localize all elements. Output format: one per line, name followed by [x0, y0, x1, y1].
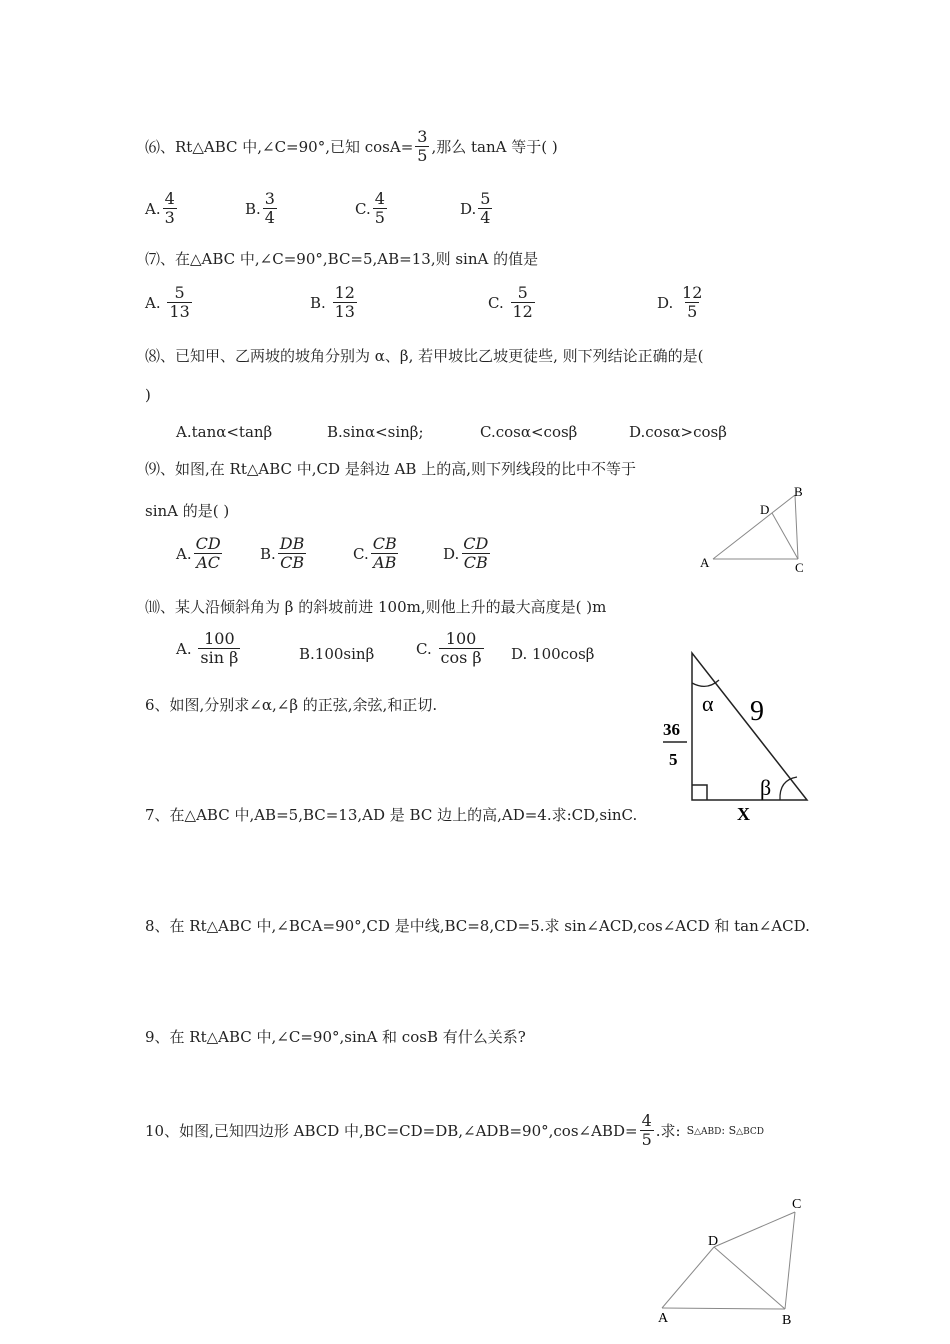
- p10-suffix: .求:: [655, 1122, 681, 1141]
- q7-options: [145, 284, 715, 332]
- q9-stem-line2: sinA 的是( ): [145, 502, 230, 520]
- p6-hypotenuse-label: 9: [750, 696, 764, 727]
- q10-option-a[interactable]: A. $\frac{100}{\text{sin β}}$: [176, 629, 239, 668]
- p10-label-c: C: [792, 1197, 802, 1212]
- p9-text: 9、在 Rt△ABC 中,∠C=90°,sinA 和 cosB 有什么关系?: [145, 1028, 526, 1046]
- p6-text: 6、如图,分别求∠α,∠β 的正弦,余弦,和正切.: [145, 696, 438, 714]
- q9-stem-line1: ⑼、如图,在 Rt△ABC 中,CD 是斜边 AB 上的高,则下列线段的比中不等于: [145, 460, 636, 478]
- p6-triangle-figure: [655, 645, 815, 825]
- q6-option-b[interactable]: B. $\frac{3}{4}$: [245, 189, 275, 228]
- q7-option-d[interactable]: D. $\frac{12}{5}$: [657, 283, 703, 322]
- q8-stem: ⑻、已知甲、乙两坡的坡角分别为 α、β, 若甲坡比乙坡更徒些, 则下列结论正确的是(: [145, 347, 704, 365]
- q9-label-c: C: [795, 560, 804, 575]
- p10-fraction: $\frac{4}{5}$: [641, 1111, 652, 1150]
- q9-option-a[interactable]: A. $\frac{CD}{AC}$: [176, 534, 221, 573]
- q9-options: [176, 535, 506, 583]
- q10-option-d[interactable]: D. 100cosβ: [511, 645, 595, 663]
- p6-beta-label: β: [760, 775, 772, 800]
- q9-option-b[interactable]: B. $\frac{DB}{CB}$: [260, 534, 305, 573]
- p10-prefix: 10、如图,已知四边形 ABCD 中,BC=CD=DB,∠ADB=90°,cos∠ABD=: [145, 1122, 638, 1141]
- p10-stem: [145, 1112, 764, 1150]
- q6-option-d[interactable]: D. $\frac{5}{4}$: [460, 189, 491, 228]
- q6-options: [145, 190, 565, 238]
- p6-base-label: X: [737, 804, 750, 824]
- p8-text: 8、在 Rt△ABC 中,∠BCA=90°,CD 是中线,BC=8,CD=5.求 sin∠ACD,cos∠ACD 和 tan∠ACD.: [145, 917, 810, 935]
- p6-alpha-label: α: [702, 691, 714, 716]
- q6-option-a[interactable]: A. $\frac{4}{3}$: [145, 189, 175, 228]
- q9-label-a: A: [700, 555, 710, 570]
- q6-prefix: ⑹、Rt△ABC 中,∠C=90°,已知 cosA=: [145, 138, 414, 157]
- q6-option-c[interactable]: C. $\frac{4}{5}$: [355, 189, 385, 228]
- q9-triangle-figure: [695, 482, 815, 577]
- q8-option-c[interactable]: C.cosα<cosβ: [480, 423, 578, 441]
- p10-label-d: D: [708, 1234, 719, 1249]
- q7-stem: ⑺、在△ABC 中,∠C=90°,BC=5,AB=13,则 sinA 的值是: [145, 250, 539, 268]
- p10-area-ratio: S△ABD: S△BCD: [686, 1124, 764, 1138]
- p10-quadrilateral-figure: [650, 1190, 810, 1330]
- q8-option-b[interactable]: B.sinα<sinβ;: [327, 423, 424, 441]
- p6-leg-numerator: 36: [663, 720, 680, 739]
- q10-stem: ⑽、某人沿倾斜角为 β 的斜坡前进 100m,则他上升的最大高度是( )m: [145, 598, 607, 616]
- p10-label-b: B: [782, 1313, 792, 1328]
- q10-options: [176, 630, 616, 680]
- q6-stem: [145, 128, 558, 166]
- p7-text: 7、在△ABC 中,AB=5,BC=13,AD 是 BC 边上的高,AD=4.求:CD,sinC.: [145, 806, 638, 824]
- q9-option-d[interactable]: D. $\frac{CD}{CB}$: [443, 534, 489, 573]
- q7-option-c[interactable]: C. $\frac{5}{12}$: [488, 283, 533, 322]
- q8-option-d[interactable]: D.cosα>cosβ: [629, 423, 727, 441]
- q8-stem-cont: ): [145, 386, 151, 404]
- q10-option-b[interactable]: B.100sinβ: [299, 645, 375, 663]
- q6-fraction: $\frac{3}{5}$: [417, 127, 428, 166]
- q8-option-a[interactable]: A.tanα<tanβ: [176, 423, 273, 441]
- q6-suffix: ,那么 tanA 等于( ): [431, 138, 558, 157]
- q9-label-b: B: [794, 484, 803, 499]
- p10-label-a: A: [658, 1311, 669, 1326]
- q7-option-a[interactable]: A. $\frac{5}{13}$: [145, 283, 190, 322]
- q9-label-d: D: [760, 502, 770, 517]
- p6-leg-denominator: 5: [669, 750, 678, 769]
- q7-option-b[interactable]: B. $\frac{12}{13}$: [310, 283, 355, 322]
- q9-option-c[interactable]: C. $\frac{CB}{AB}$: [353, 534, 397, 573]
- q10-option-c[interactable]: C. $\frac{100}{\text{cos β}}$: [416, 629, 482, 668]
